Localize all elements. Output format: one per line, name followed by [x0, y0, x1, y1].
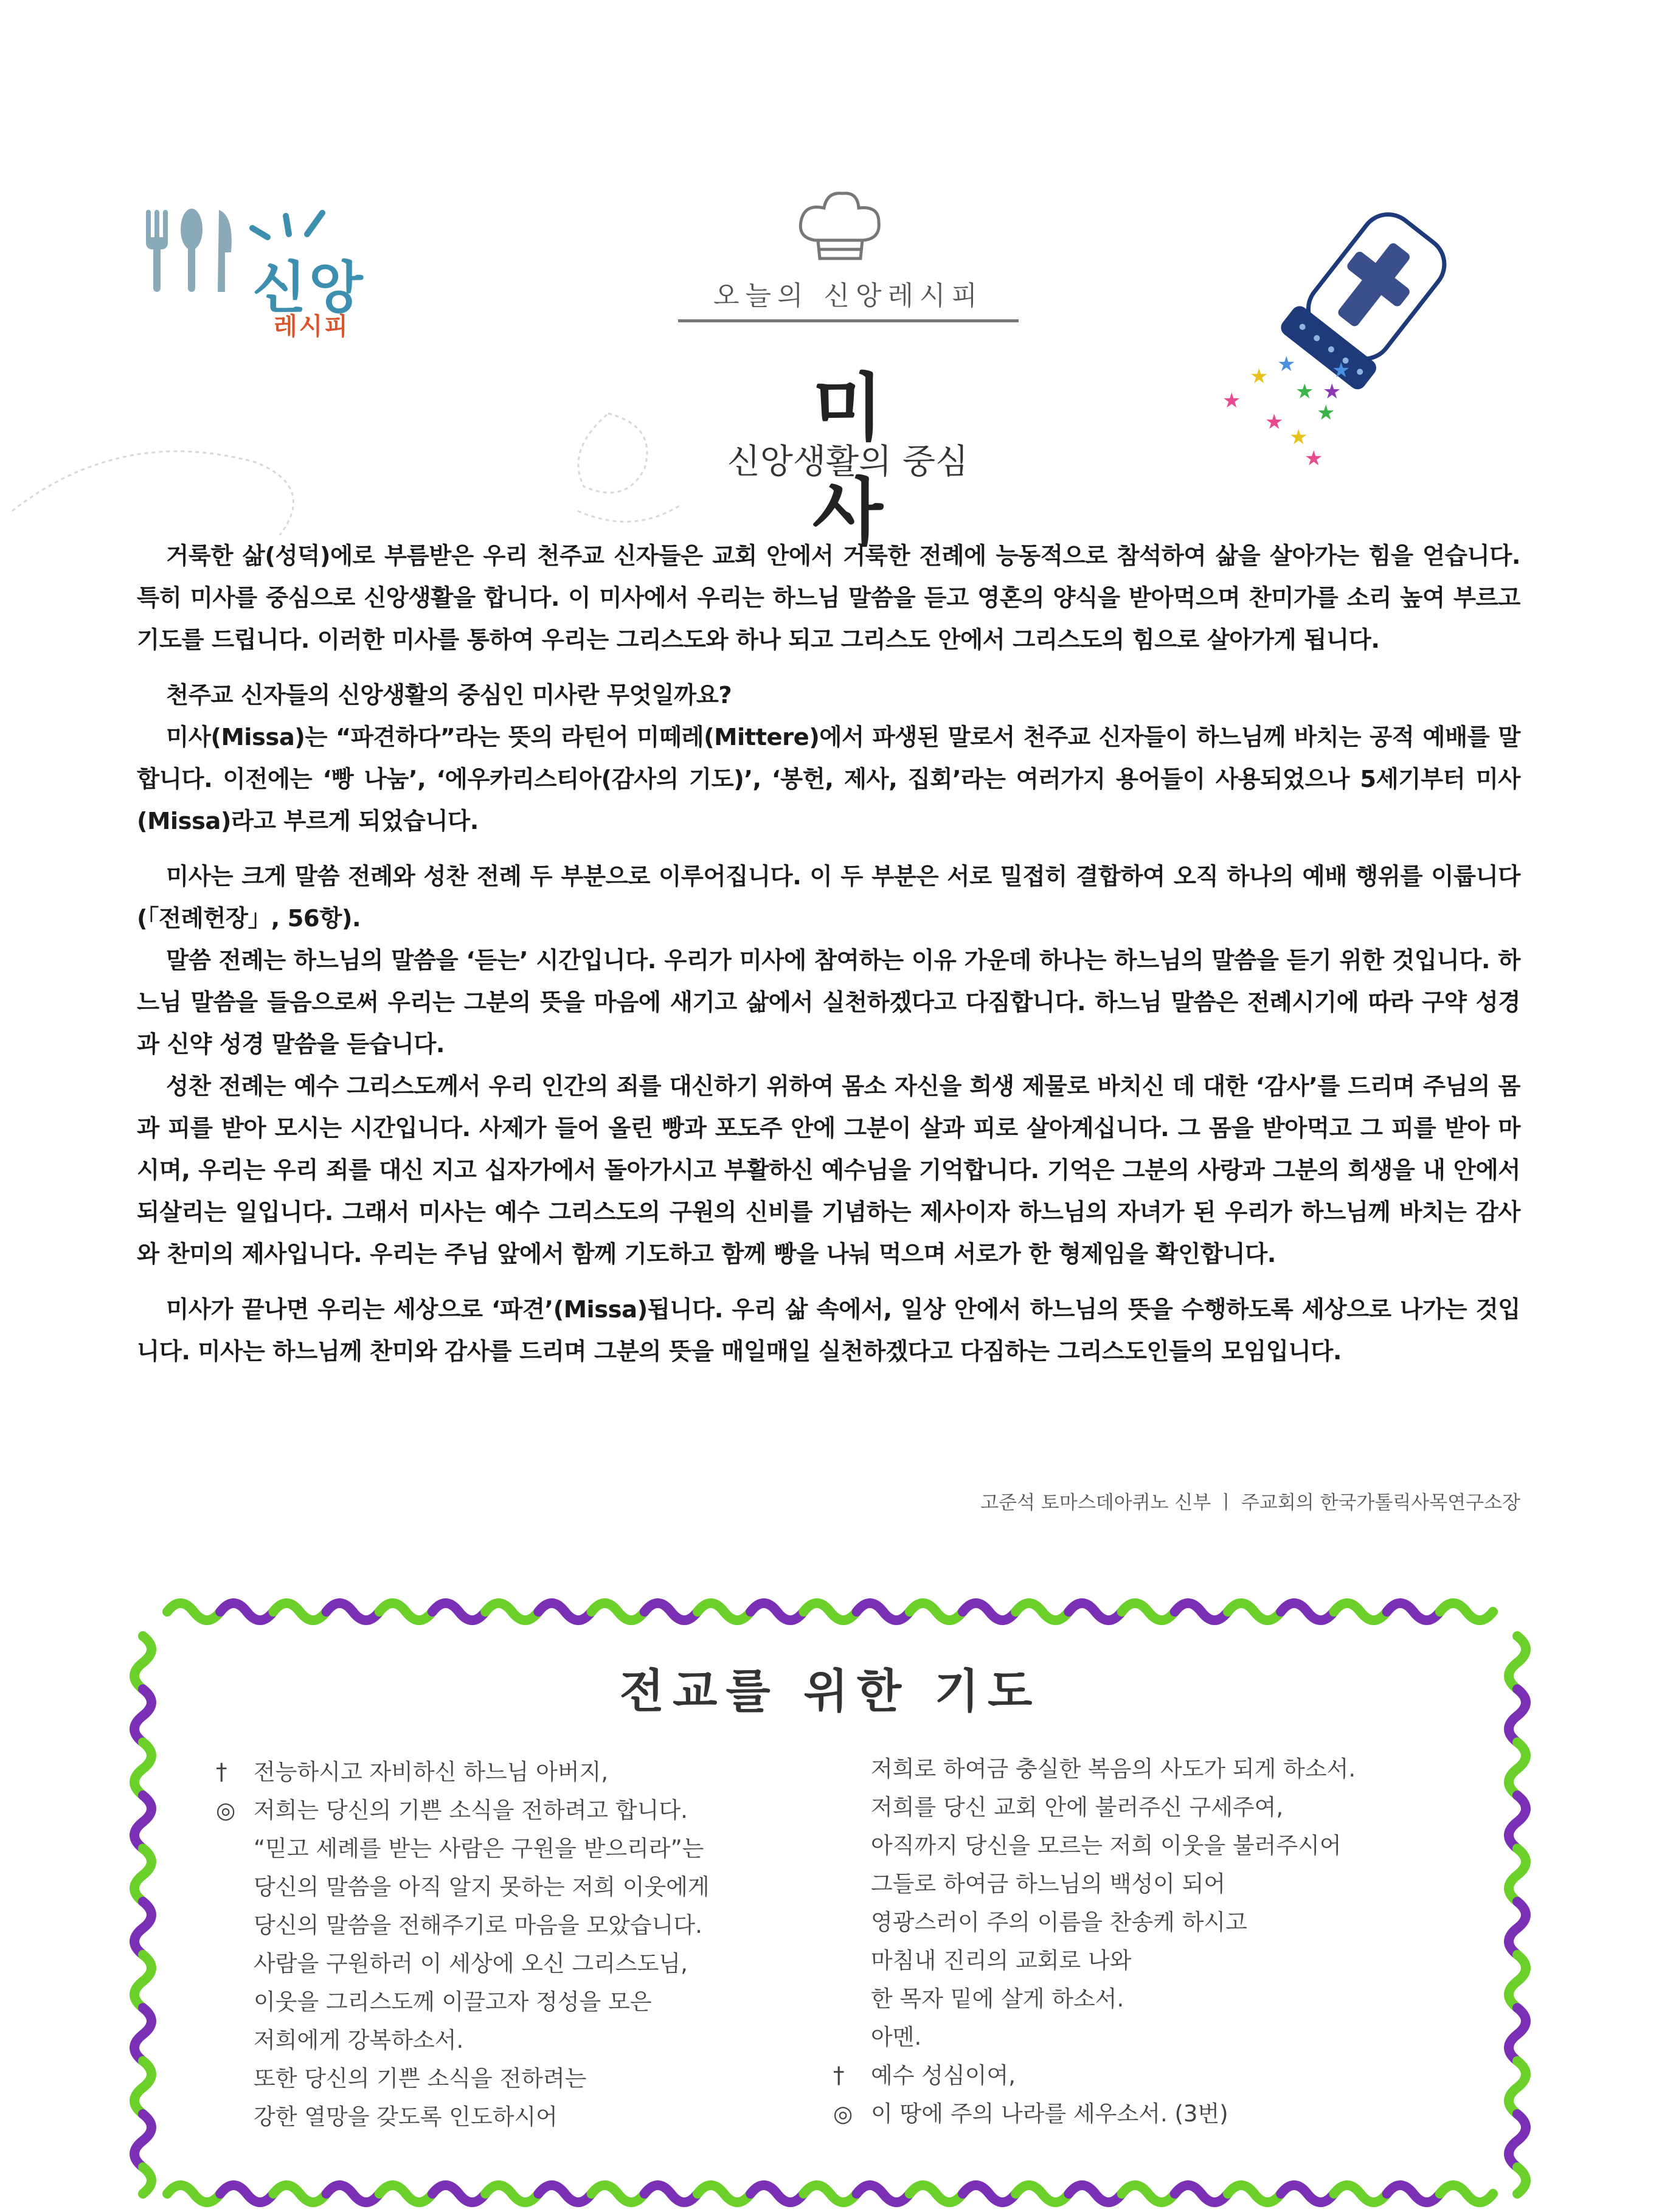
article-question: 천주교 신자들의 신앙생활의 중심인 미사란 무엇일까요?: [166, 682, 732, 709]
ribbon-segment: [1466, 2194, 1493, 2202]
prayer-line-text: 아멘.: [871, 2024, 922, 2050]
response-mark: ◎: [833, 2101, 853, 2127]
prayer-line-text: 당신의 말씀을 전해주기로 마음을 모았습니다.: [254, 1912, 702, 1938]
prayer-line-text: 또한 당신의 기쁜 소식을 전하려는: [254, 2065, 587, 2092]
prayer-line: [833, 2095, 1356, 2133]
svg-text:★: ★: [1222, 389, 1241, 413]
prayer-title: 전교를 위한 기도: [619, 1664, 1041, 1718]
article-paragraph: 미사가 끝나면 우리는 세상으로 ‘파견’(Missa)됩니다. 우리 삶 속에서, 일상 안에서 하느님의 뜻을 수행하도록 세상으로 나가는 것입니다. 미사는 하느님께 찬미와 감사를 드리며 그분의 뜻을 매일매일 실천하겠다고 다짐하는 그리스도인들의 모임입니다.: [137, 1296, 1520, 1365]
prayer-right-column: [833, 1750, 1356, 2133]
prayer-line: [833, 1980, 1356, 2018]
prayer-line-text: 저희는 당신의 기쁜 소식을 전하려고 합니다.: [254, 1797, 688, 1823]
prayer-line-text: 이웃을 그리스도께 이끌고자 정성을 모은: [254, 1989, 652, 2015]
prayer-line: [216, 1791, 710, 1829]
logo: [140, 195, 371, 341]
cross-mark: †: [833, 2062, 845, 2089]
article-paragraph: 성찬 전례는 예수 그리스도께서 우리 인간의 죄를 대신하기 위하여 몸소 자신을 희생 제물로 바치신 데 대한 ‘감사’를 드리며 주님의 몸과 피를 받아 모시는 시간입니다. 사제가 들어 올린 빵과 포도주 안에 그분이 살과 피로 살아계십니다. 그 몸을 받아먹고 그 피를 받아 마시며, 우리는 우리 죄를 대신 지고 십자가에서 돌아가시고 부활하신 예수님을 기억합니다. 기억은 그분의 사랑과 그분의 희생을 내 안에서 되살리는 일입니다. 그래서 미사는 예수 그리스도의 구원의 신비를 기념하는 제사이자 하느님의 자녀가 된 우리가 하느님께 바치는 감사와 찬미의 제사입니다. 우리는 주님 앞에서 함께 기도하고 함께 빵을 나눠 먹으며 서로가 한 형제임을 확인합니다.: [137, 1073, 1520, 1268]
logo-word: 신앙: [252, 255, 365, 321]
prayer-line-text: 강한 열망을 갖도록 인도하시어: [254, 2104, 558, 2130]
prayer-line: [833, 1903, 1356, 1941]
svg-text:★: ★: [1317, 401, 1335, 425]
salt-shaker-cross-icon: [1210, 189, 1466, 474]
prayer-line: [833, 1750, 1356, 1788]
prayer-line-text: 마침내 진리의 교회로 나와: [871, 1947, 1132, 1974]
prayer-line: [216, 1829, 710, 1868]
ribbon-segment: [1466, 1612, 1493, 1620]
prayer-line-text: 사람을 구원하러 이 세상에 오신 그리스도님,: [254, 1950, 688, 1977]
prayer-line-text: 전능하시고 자비하신 하느님 아버지,: [254, 1759, 609, 1785]
prayer-line: [216, 1753, 710, 1791]
article-paragraph: 말씀 전례는 하느님의 말씀을 ‘듣는’ 시간입니다. 우리가 미사에 참여하는 이유 가운데 하나는 하느님의 말씀을 듣기 위한 것입니다. 하느님 말씀을 들음으로써 우리는 그분의 뜻을 마음에 새기고 삶에서 실천하겠다고 다짐합니다. 하느님 말씀은 전례시기에 따라 구약 성경과 신약 성경 말씀을 듣습니다.: [137, 947, 1520, 1058]
prayer-line: [216, 1944, 710, 1983]
prayer-line: [833, 2056, 1356, 2095]
prayer-line: [216, 2059, 710, 2098]
chef-hat-icon: [791, 182, 888, 268]
prayer-line: [216, 2021, 710, 2059]
prayer-line-text: 아직까지 당신을 모르는 저희 이웃을 불러주시어: [871, 1832, 1342, 1859]
series-label: 오늘의 신앙레시피: [713, 280, 984, 311]
prayer-line-text: 저희에게 강복하소서.: [254, 2027, 464, 2053]
background-doodle: [0, 389, 699, 547]
prayer-line-text: 영광스러이 주의 이름을 찬송케 하시고: [871, 1909, 1247, 1935]
prayer-left-column: [216, 1753, 710, 2136]
svg-text:★: ★: [1289, 425, 1308, 449]
prayer-line-text: 저희를 당신 교회 안에 불러주신 구세주여,: [871, 1794, 1284, 1820]
author-byline: 고준석 토마스데아퀴노 신부 ㅣ 주교회의 한국가톨릭사목연구소장: [980, 1492, 1520, 1514]
svg-text:★: ★: [1295, 380, 1314, 404]
ribbon-segment: [1517, 2167, 1526, 2194]
prayer-line: [216, 1906, 710, 1944]
page-title: 미 사: [812, 366, 956, 555]
prayer-line-text: 당신의 말씀을 아직 알지 못하는 저희 이웃에게: [254, 1874, 710, 1900]
prayer-line: [216, 1868, 710, 1906]
svg-text:★: ★: [1250, 364, 1269, 389]
prayer-line: [833, 2018, 1356, 2056]
page-subtitle: 신앙생활의 중심: [727, 442, 969, 482]
prayer-line-text: “믿고 세례를 받는 사람은 구원을 받으리라”는: [254, 1836, 704, 1862]
article-paragraph: 거룩한 삶(성덕)에로 부름받은 우리 천주교 신자들은 교회 안에서 거룩한 전례에 능동적으로 참석하여 삶을 살아가는 힘을 얻습니다. 특히 미사를 중심으로 신앙생활을 합니다. 이 미사에서 우리는 하느님 말씀을 듣고 영혼의 양식을 받아먹으며 찬미가를 소리 높여 부르고 기도를 드립니다. 이러한 미사를 통하여 우리는 그리스도와 하나 되고 그리스도 안에서 그리스도의 힘으로 살아가게 됩니다.: [137, 543, 1520, 654]
prayer-line: [833, 1788, 1356, 1826]
cutlery-icon: [140, 204, 249, 295]
logo-sub: 레시피: [274, 313, 350, 341]
prayer-line-text: 이 땅에 주의 나라를 세우소서. (3번): [871, 2101, 1228, 2127]
svg-text:★: ★: [1332, 358, 1351, 383]
svg-text:★: ★: [1277, 352, 1296, 376]
article-paragraph: 미사는 크게 말씀 전례와 성찬 전례 두 부분으로 이루어집니다. 이 두 부분은 서로 밀접히 결합하여 오직 하나의 예배 행위를 이룹니다(「전례헌장」, 56항).: [137, 863, 1520, 932]
prayer-line: [833, 1826, 1356, 1865]
prayer-line: [216, 2098, 710, 2136]
svg-text:★: ★: [1265, 410, 1284, 434]
article-body: [137, 535, 1520, 1373]
response-mark: ◎: [216, 1797, 236, 1823]
article-paragraph: 미사(Missa)는 “파견하다”라는 뜻의 라틴어 미떼레(Mittere)에서 파생된 말로서 천주교 신자들이 하느님께 바치는 공적 예배를 말합니다. 이전에는 ‘빵 나눔’, ‘에우카리스티아(감사의 기도)’, ‘봉헌, 제사, 집회’라는 여러가지 용어들이 사용되었으나 5세기부터 미사(Missa)라고 부르게 되었습니다.: [137, 724, 1520, 835]
prayer-line-text: 저희로 하여금 충실한 복음의 사도가 되게 하소서.: [871, 1756, 1356, 1782]
cross-mark: †: [216, 1759, 227, 1785]
prayer-line: [216, 1983, 710, 2021]
prayer-line-text: 그들로 하여금 하느님의 백성이 되어: [871, 1871, 1226, 1897]
series-divider: [678, 319, 1019, 322]
svg-text:★: ★: [1323, 380, 1342, 404]
prayer-line-text: 한 목자 밑에 살게 하소서.: [871, 1986, 1124, 2012]
ribbon-segment: [143, 2167, 151, 2194]
svg-text:★: ★: [1304, 446, 1323, 471]
prayer-line: [833, 1941, 1356, 1980]
prayer-line: [833, 1865, 1356, 1903]
prayer-line-text: 예수 성심이여,: [871, 2062, 1016, 2089]
